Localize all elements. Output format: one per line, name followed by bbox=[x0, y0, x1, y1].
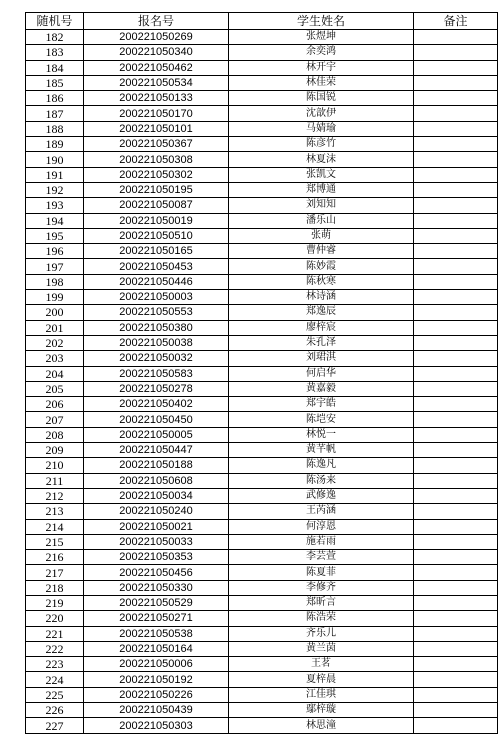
table-row bbox=[26, 473, 498, 488]
table-row bbox=[26, 550, 498, 565]
registration-number-cell: 200221050188 bbox=[84, 458, 229, 473]
random-number-cell: 194 bbox=[26, 213, 84, 228]
student-name-cell: 陈妙霞 bbox=[229, 259, 414, 274]
table-row bbox=[26, 182, 498, 197]
registration-number-cell: 200221050032 bbox=[84, 351, 229, 366]
note-cell bbox=[414, 626, 498, 641]
registration-number-cell: 200221050380 bbox=[84, 320, 229, 335]
note-cell bbox=[414, 121, 498, 136]
registration-number-cell: 200221050367 bbox=[84, 137, 229, 152]
note-cell bbox=[414, 213, 498, 228]
table-row bbox=[26, 198, 498, 213]
registration-number-cell: 200221050538 bbox=[84, 626, 229, 641]
random-number-cell: 200 bbox=[26, 305, 84, 320]
student-name-cell: 黄嘉毅 bbox=[229, 381, 414, 396]
student-name-cell: 陈垲安 bbox=[229, 412, 414, 427]
roster-table bbox=[25, 12, 498, 734]
registration-number-cell: 200221050553 bbox=[84, 305, 229, 320]
registration-number-cell: 200221050005 bbox=[84, 427, 229, 442]
random-number-cell: 201 bbox=[26, 320, 84, 335]
header-student-name: 学生姓名 bbox=[229, 13, 414, 30]
student-name-cell: 陈国锐 bbox=[229, 91, 414, 106]
random-number-cell: 191 bbox=[26, 167, 84, 182]
table-row bbox=[26, 30, 498, 45]
random-number-cell: 199 bbox=[26, 290, 84, 305]
note-cell bbox=[414, 182, 498, 197]
note-cell bbox=[414, 488, 498, 503]
random-number-cell: 187 bbox=[26, 106, 84, 121]
random-number-cell: 216 bbox=[26, 550, 84, 565]
student-name-cell: 沈歆伊 bbox=[229, 106, 414, 121]
note-cell bbox=[414, 198, 498, 213]
random-number-cell: 182 bbox=[26, 30, 84, 45]
random-number-cell: 207 bbox=[26, 412, 84, 427]
registration-number-cell: 200221050133 bbox=[84, 91, 229, 106]
registration-number-cell: 200221050226 bbox=[84, 687, 229, 702]
random-number-cell: 218 bbox=[26, 580, 84, 595]
note-cell bbox=[414, 657, 498, 672]
table-row bbox=[26, 412, 498, 427]
registration-number-cell: 200221050534 bbox=[84, 75, 229, 90]
student-name-cell: 李芸萱 bbox=[229, 550, 414, 565]
note-cell bbox=[414, 60, 498, 75]
random-number-cell: 226 bbox=[26, 703, 84, 718]
student-name-cell: 江佳琪 bbox=[229, 687, 414, 702]
student-name-cell: 张萌 bbox=[229, 228, 414, 243]
registration-number-cell: 200221050330 bbox=[84, 580, 229, 595]
roster-body bbox=[26, 30, 498, 734]
random-number-cell: 205 bbox=[26, 381, 84, 396]
student-name-cell: 林思潼 bbox=[229, 718, 414, 733]
table-row bbox=[26, 626, 498, 641]
note-cell bbox=[414, 305, 498, 320]
note-cell bbox=[414, 152, 498, 167]
student-name-cell: 潘乐山 bbox=[229, 213, 414, 228]
student-name-cell: 林诗涵 bbox=[229, 290, 414, 305]
table-row bbox=[26, 595, 498, 610]
note-cell bbox=[414, 137, 498, 152]
table-row bbox=[26, 91, 498, 106]
random-number-cell: 215 bbox=[26, 534, 84, 549]
random-number-cell: 224 bbox=[26, 672, 84, 687]
student-name-cell: 陈夏菲 bbox=[229, 565, 414, 580]
registration-number-cell: 200221050303 bbox=[84, 718, 229, 733]
random-number-cell: 192 bbox=[26, 182, 84, 197]
table-row bbox=[26, 366, 498, 381]
random-number-cell: 196 bbox=[26, 244, 84, 259]
registration-number-cell: 200221050034 bbox=[84, 488, 229, 503]
registration-number-cell: 200221050101 bbox=[84, 121, 229, 136]
random-number-cell: 221 bbox=[26, 626, 84, 641]
registration-number-cell: 200221050033 bbox=[84, 534, 229, 549]
header-index: 随机号 bbox=[26, 13, 84, 30]
student-name-cell: 刘知知 bbox=[229, 198, 414, 213]
table-row bbox=[26, 320, 498, 335]
student-name-cell: 余奕鸿 bbox=[229, 45, 414, 60]
note-cell bbox=[414, 259, 498, 274]
note-cell bbox=[414, 565, 498, 580]
header-reg-number: 报名号 bbox=[84, 13, 229, 30]
student-name-cell: 李修齐 bbox=[229, 580, 414, 595]
registration-number-cell: 200221050271 bbox=[84, 611, 229, 626]
random-number-cell: 204 bbox=[26, 366, 84, 381]
table-row bbox=[26, 534, 498, 549]
registration-number-cell: 200221050439 bbox=[84, 703, 229, 718]
table-row bbox=[26, 641, 498, 656]
note-cell bbox=[414, 45, 498, 60]
table-row bbox=[26, 137, 498, 152]
random-number-cell: 186 bbox=[26, 91, 84, 106]
note-cell bbox=[414, 504, 498, 519]
note-cell bbox=[414, 91, 498, 106]
table-row bbox=[26, 305, 498, 320]
note-cell bbox=[414, 687, 498, 702]
student-name-cell: 黄兰茵 bbox=[229, 641, 414, 656]
table-row bbox=[26, 657, 498, 672]
registration-number-cell: 200221050192 bbox=[84, 672, 229, 687]
note-cell bbox=[414, 611, 498, 626]
student-name-cell: 林悦一 bbox=[229, 427, 414, 442]
student-name-cell: 夏梓晨 bbox=[229, 672, 414, 687]
table-row bbox=[26, 580, 498, 595]
registration-number-cell: 200221050608 bbox=[84, 473, 229, 488]
random-number-cell: 209 bbox=[26, 443, 84, 458]
student-name-cell: 王芮涵 bbox=[229, 504, 414, 519]
random-number-cell: 212 bbox=[26, 488, 84, 503]
table-row bbox=[26, 351, 498, 366]
registration-number-cell: 200221050462 bbox=[84, 60, 229, 75]
table-row bbox=[26, 60, 498, 75]
random-number-cell: 184 bbox=[26, 60, 84, 75]
registration-number-cell: 200221050447 bbox=[84, 443, 229, 458]
note-cell bbox=[414, 381, 498, 396]
registration-number-cell: 200221050278 bbox=[84, 381, 229, 396]
registration-number-cell: 200221050240 bbox=[84, 504, 229, 519]
registration-number-cell: 200221050529 bbox=[84, 595, 229, 610]
note-cell bbox=[414, 244, 498, 259]
student-name-cell: 齐乐儿 bbox=[229, 626, 414, 641]
student-name-cell: 林夏沫 bbox=[229, 152, 414, 167]
registration-number-cell: 200221050021 bbox=[84, 519, 229, 534]
registration-number-cell: 200221050164 bbox=[84, 641, 229, 656]
header-row bbox=[26, 13, 498, 30]
registration-number-cell: 200221050269 bbox=[84, 30, 229, 45]
registration-number-cell: 200221050165 bbox=[84, 244, 229, 259]
registration-number-cell: 200221050302 bbox=[84, 167, 229, 182]
student-name-cell: 郑博通 bbox=[229, 182, 414, 197]
student-name-cell: 王茗 bbox=[229, 657, 414, 672]
student-name-cell: 廖梓宸 bbox=[229, 320, 414, 335]
table-row bbox=[26, 488, 498, 503]
table-row bbox=[26, 75, 498, 90]
registration-number-cell: 200221050453 bbox=[84, 259, 229, 274]
student-name-cell: 施若雨 bbox=[229, 534, 414, 549]
random-number-cell: 213 bbox=[26, 504, 84, 519]
student-name-cell: 陈彦竹 bbox=[229, 137, 414, 152]
table-row bbox=[26, 228, 498, 243]
random-number-cell: 188 bbox=[26, 121, 84, 136]
note-cell bbox=[414, 427, 498, 442]
random-number-cell: 210 bbox=[26, 458, 84, 473]
registration-number-cell: 200221050450 bbox=[84, 412, 229, 427]
student-name-cell: 武修逸 bbox=[229, 488, 414, 503]
student-name-cell: 刘珺淇 bbox=[229, 351, 414, 366]
table-row bbox=[26, 335, 498, 350]
random-number-cell: 185 bbox=[26, 75, 84, 90]
note-cell bbox=[414, 397, 498, 412]
registration-number-cell: 200221050353 bbox=[84, 550, 229, 565]
note-cell bbox=[414, 534, 498, 549]
student-name-cell: 郑宇皓 bbox=[229, 397, 414, 412]
note-cell bbox=[414, 290, 498, 305]
registration-number-cell: 200221050003 bbox=[84, 290, 229, 305]
student-name-cell: 郑逸辰 bbox=[229, 305, 414, 320]
random-number-cell: 189 bbox=[26, 137, 84, 152]
table-row bbox=[26, 718, 498, 733]
random-number-cell: 206 bbox=[26, 397, 84, 412]
registration-number-cell: 200221050583 bbox=[84, 366, 229, 381]
table-row bbox=[26, 45, 498, 60]
table-row bbox=[26, 703, 498, 718]
note-cell bbox=[414, 412, 498, 427]
note-cell bbox=[414, 30, 498, 45]
random-number-cell: 223 bbox=[26, 657, 84, 672]
student-name-cell: 张凯文 bbox=[229, 167, 414, 182]
random-number-cell: 222 bbox=[26, 641, 84, 656]
table-row bbox=[26, 244, 498, 259]
note-cell bbox=[414, 703, 498, 718]
note-cell bbox=[414, 641, 498, 656]
table-row bbox=[26, 381, 498, 396]
student-name-cell: 陈秋寒 bbox=[229, 274, 414, 289]
note-cell bbox=[414, 458, 498, 473]
table-row bbox=[26, 106, 498, 121]
table-row bbox=[26, 152, 498, 167]
student-name-cell: 何启华 bbox=[229, 366, 414, 381]
note-cell bbox=[414, 335, 498, 350]
note-cell bbox=[414, 580, 498, 595]
random-number-cell: 190 bbox=[26, 152, 84, 167]
table-row bbox=[26, 672, 498, 687]
random-number-cell: 214 bbox=[26, 519, 84, 534]
random-number-cell: 219 bbox=[26, 595, 84, 610]
student-name-cell: 马婧瑜 bbox=[229, 121, 414, 136]
note-cell bbox=[414, 228, 498, 243]
random-number-cell: 217 bbox=[26, 565, 84, 580]
note-cell bbox=[414, 473, 498, 488]
student-name-cell: 曹仲睿 bbox=[229, 244, 414, 259]
random-number-cell: 202 bbox=[26, 335, 84, 350]
table-row bbox=[26, 504, 498, 519]
registration-number-cell: 200221050195 bbox=[84, 182, 229, 197]
registration-number-cell: 200221050510 bbox=[84, 228, 229, 243]
header-note: 备注 bbox=[414, 13, 498, 30]
random-number-cell: 211 bbox=[26, 473, 84, 488]
note-cell bbox=[414, 595, 498, 610]
random-number-cell: 220 bbox=[26, 611, 84, 626]
note-cell bbox=[414, 320, 498, 335]
random-number-cell: 225 bbox=[26, 687, 84, 702]
table-row bbox=[26, 290, 498, 305]
random-number-cell: 227 bbox=[26, 718, 84, 733]
random-number-cell: 195 bbox=[26, 228, 84, 243]
student-name-cell: 陈汤来 bbox=[229, 473, 414, 488]
table-row bbox=[26, 213, 498, 228]
registration-number-cell: 200221050087 bbox=[84, 198, 229, 213]
table-row bbox=[26, 397, 498, 412]
registration-number-cell: 200221050170 bbox=[84, 106, 229, 121]
random-number-cell: 198 bbox=[26, 274, 84, 289]
table-row bbox=[26, 259, 498, 274]
note-cell bbox=[414, 75, 498, 90]
student-name-cell: 陈逸凡 bbox=[229, 458, 414, 473]
registration-number-cell: 200221050340 bbox=[84, 45, 229, 60]
registration-number-cell: 200221050402 bbox=[84, 397, 229, 412]
student-name-cell: 郑昕言 bbox=[229, 595, 414, 610]
random-number-cell: 197 bbox=[26, 259, 84, 274]
student-name-cell: 朱孔泽 bbox=[229, 335, 414, 350]
note-cell bbox=[414, 274, 498, 289]
roster-sheet bbox=[25, 12, 497, 734]
note-cell bbox=[414, 718, 498, 733]
random-number-cell: 193 bbox=[26, 198, 84, 213]
note-cell bbox=[414, 366, 498, 381]
random-number-cell: 183 bbox=[26, 45, 84, 60]
note-cell bbox=[414, 106, 498, 121]
table-row bbox=[26, 687, 498, 702]
registration-number-cell: 200221050019 bbox=[84, 213, 229, 228]
student-name-cell: 林佳荣 bbox=[229, 75, 414, 90]
random-number-cell: 208 bbox=[26, 427, 84, 442]
registration-number-cell: 200221050038 bbox=[84, 335, 229, 350]
table-row bbox=[26, 519, 498, 534]
note-cell bbox=[414, 550, 498, 565]
note-cell bbox=[414, 672, 498, 687]
table-row bbox=[26, 167, 498, 182]
registration-number-cell: 200221050308 bbox=[84, 152, 229, 167]
note-cell bbox=[414, 443, 498, 458]
table-row bbox=[26, 443, 498, 458]
student-name-cell: 黄芊帆 bbox=[229, 443, 414, 458]
student-name-cell: 鄢梓璇 bbox=[229, 703, 414, 718]
table-row bbox=[26, 611, 498, 626]
registration-number-cell: 200221050006 bbox=[84, 657, 229, 672]
table-row bbox=[26, 458, 498, 473]
table-row bbox=[26, 121, 498, 136]
student-name-cell: 何淳恩 bbox=[229, 519, 414, 534]
table-row bbox=[26, 427, 498, 442]
registration-number-cell: 200221050456 bbox=[84, 565, 229, 580]
student-name-cell: 陈浩荣 bbox=[229, 611, 414, 626]
note-cell bbox=[414, 167, 498, 182]
random-number-cell: 203 bbox=[26, 351, 84, 366]
student-name-cell: 张煜坤 bbox=[229, 30, 414, 45]
student-name-cell: 林开宇 bbox=[229, 60, 414, 75]
table-row bbox=[26, 274, 498, 289]
note-cell bbox=[414, 351, 498, 366]
note-cell bbox=[414, 519, 498, 534]
table-row bbox=[26, 565, 498, 580]
registration-number-cell: 200221050446 bbox=[84, 274, 229, 289]
